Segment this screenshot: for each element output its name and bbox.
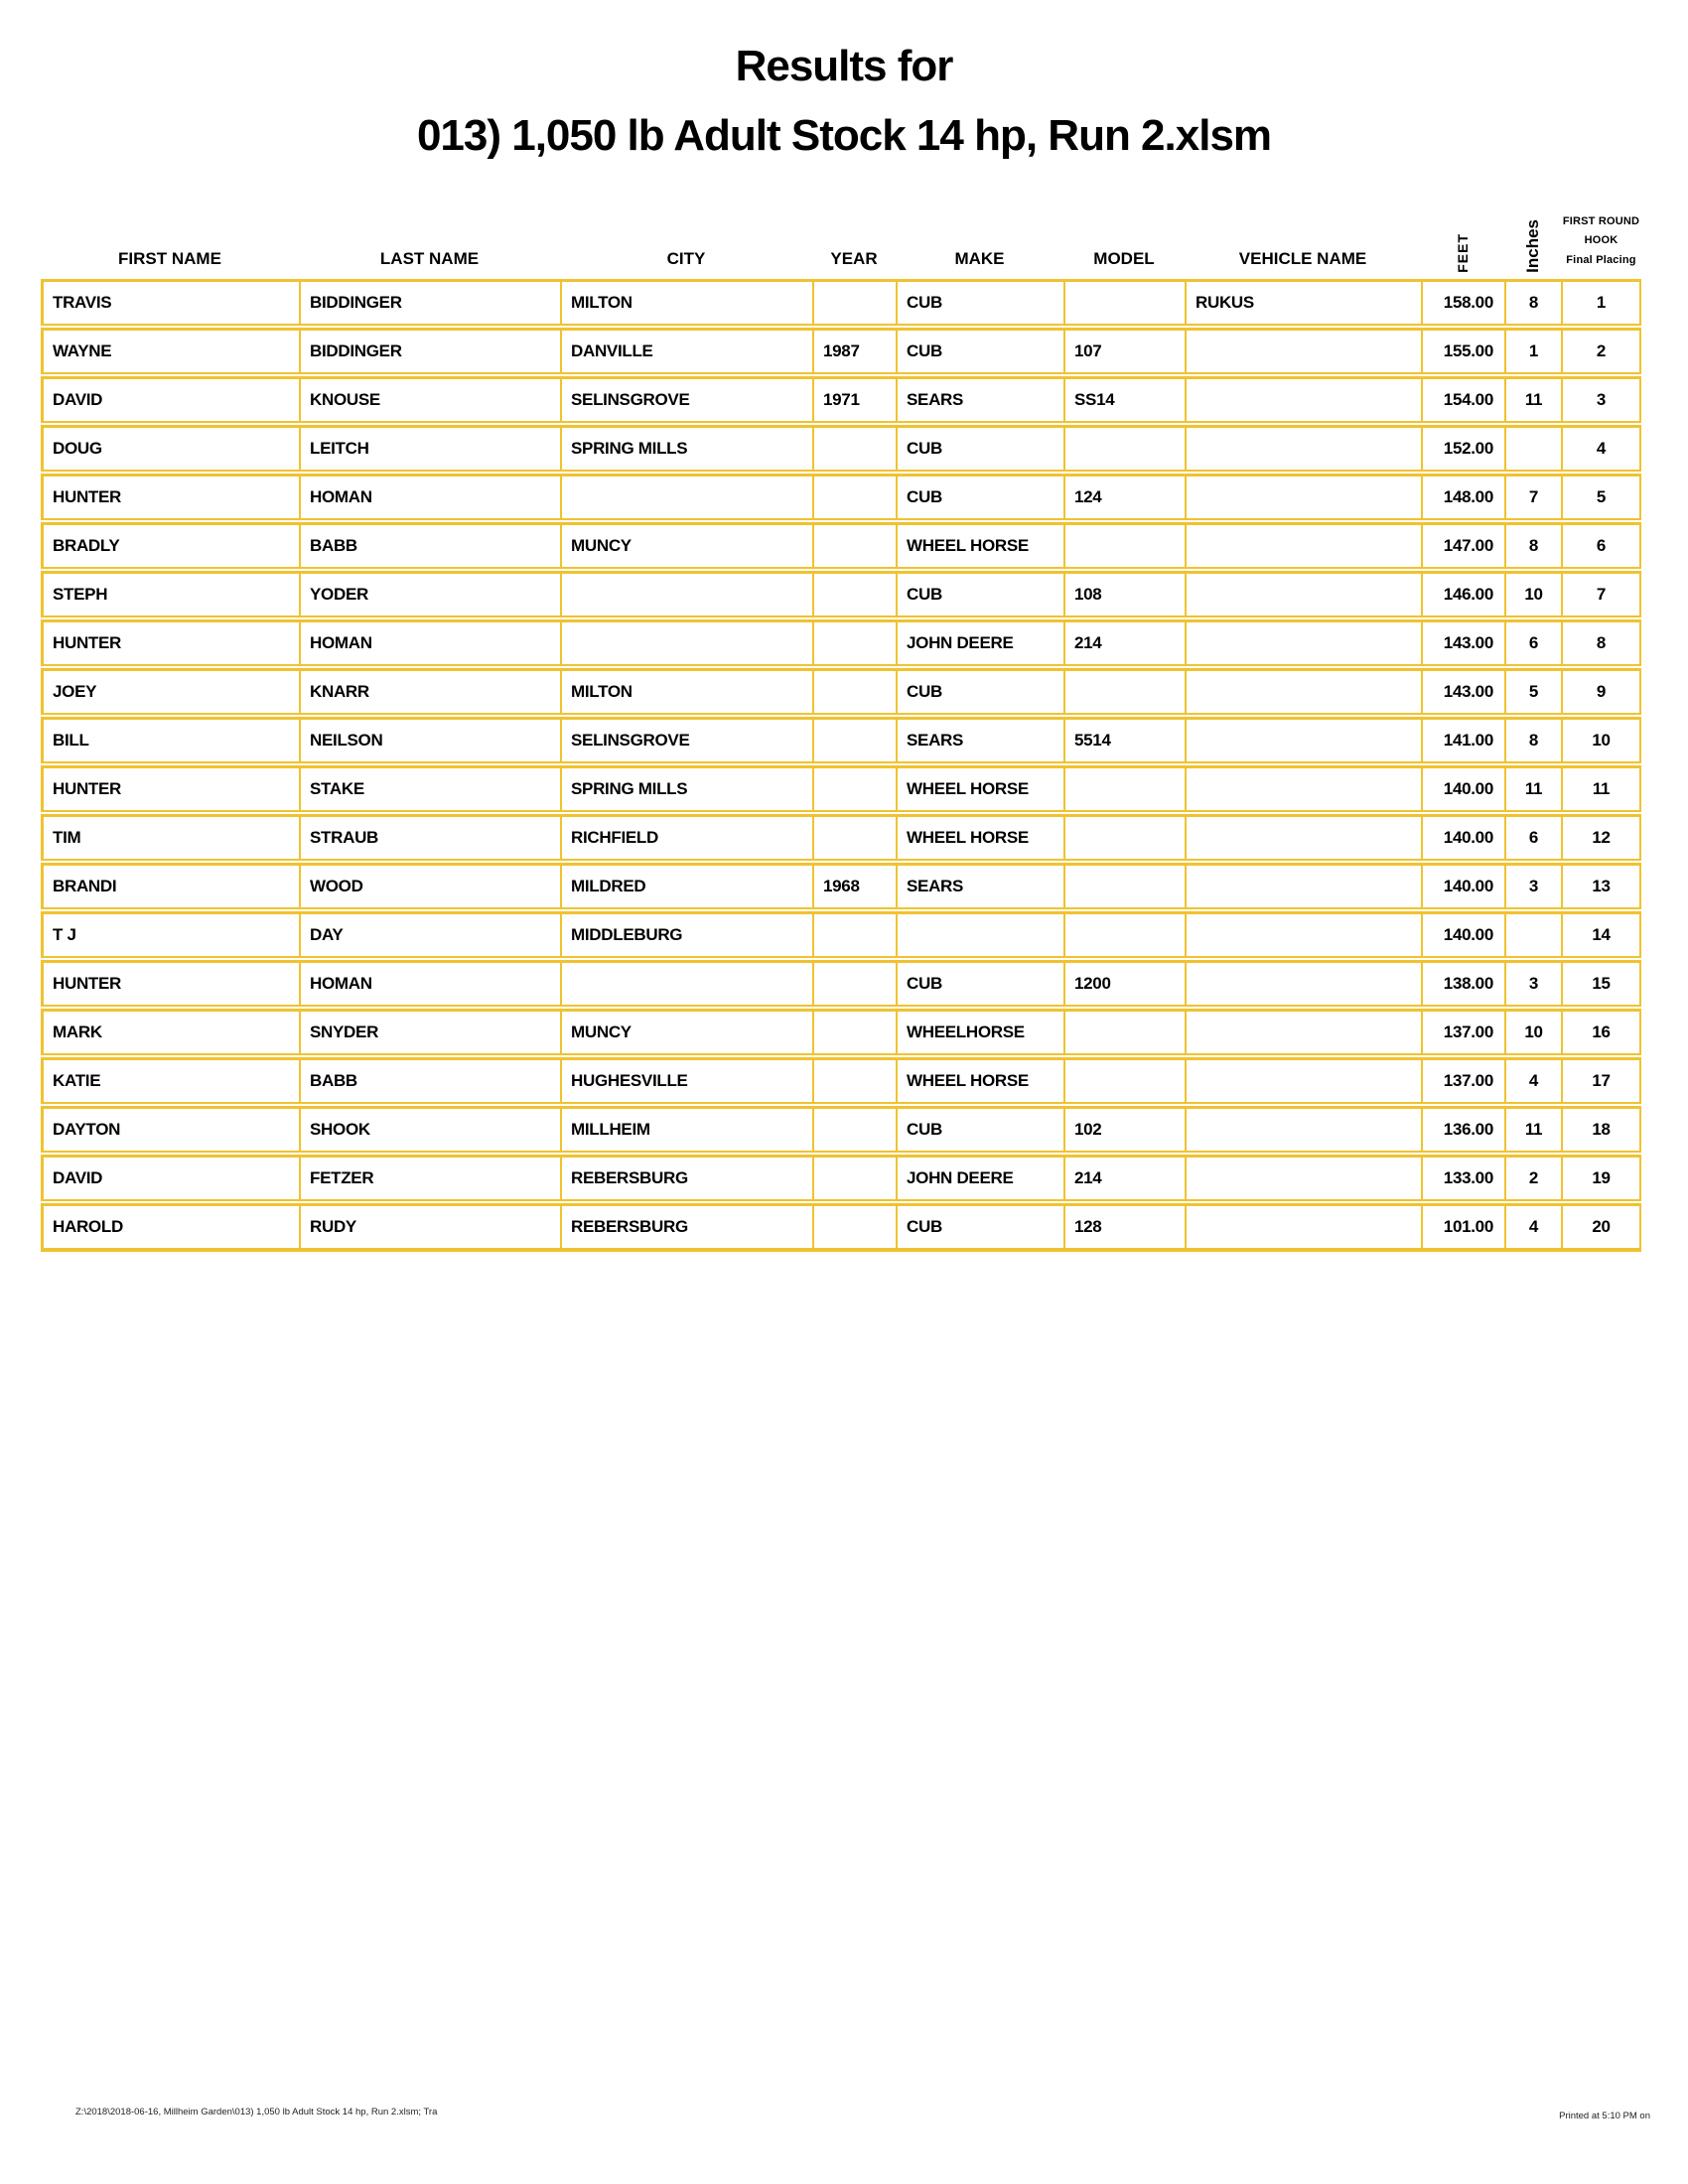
cell-final-placing: 20 [1561,1206,1641,1248]
cell-first-name: DOUG [41,428,299,470]
cell-vehicle-name [1185,525,1421,567]
cell-model [1063,428,1185,470]
table-row [41,328,1641,374]
cell-year [812,282,896,324]
table-header-row [41,195,1641,279]
cell-final-placing: 10 [1561,720,1641,761]
cell-city: MILTON [560,282,812,324]
cell-feet: 147.00 [1421,525,1504,567]
cell-make: SEARS [896,379,1063,421]
cell-model [1063,671,1185,713]
table-row [41,911,1641,958]
column-header-inches [1504,195,1561,279]
cell-first-name: HUNTER [41,963,299,1005]
cell-feet: 140.00 [1421,914,1504,956]
cell-vehicle-name [1185,331,1421,372]
table-row [41,474,1641,520]
cell-final-placing: 4 [1561,428,1641,470]
cell-model: 107 [1063,331,1185,372]
cell-first-name: T J [41,914,299,956]
cell-vehicle-name [1185,622,1421,664]
cell-last-name: KNOUSE [299,379,560,421]
cell-model [1063,1012,1185,1053]
cell-feet: 158.00 [1421,282,1504,324]
cell-final-placing: 18 [1561,1109,1641,1151]
cell-inches: 6 [1504,622,1561,664]
cell-feet: 143.00 [1421,622,1504,664]
cell-first-name: MARK [41,1012,299,1053]
cell-last-name: SHOOK [299,1109,560,1151]
cell-make: CUB [896,671,1063,713]
cell-final-placing: 12 [1561,817,1641,859]
cell-year [812,1012,896,1053]
column-header-last-name: LAST NAME [379,249,480,268]
cell-city: MILTON [560,671,812,713]
results-table [41,195,1641,1254]
cell-year [812,963,896,1005]
hook-header-line-2: HOOK [1584,234,1618,247]
cell-model: 5514 [1063,720,1185,761]
feet-rotated-label: FEET [1455,233,1471,273]
cell-vehicle-name [1185,379,1421,421]
cell-inches: 10 [1504,574,1561,615]
cell-city: RICHFIELD [560,817,812,859]
cell-year: 1987 [812,331,896,372]
cell-city: DANVILLE [560,331,812,372]
cell-year [812,1158,896,1199]
inches-rotated-label: Inches [1522,219,1542,273]
cell-inches [1504,428,1561,470]
table-row [41,1203,1641,1252]
cell-model: SS14 [1063,379,1185,421]
table-row [41,1155,1641,1201]
cell-feet: 154.00 [1421,379,1504,421]
hook-header-line-3: Final Placing [1566,254,1636,267]
cell-last-name: NEILSON [299,720,560,761]
cell-final-placing: 19 [1561,1158,1641,1199]
cell-first-name: DAVID [41,1158,299,1199]
cell-feet: 101.00 [1421,1206,1504,1248]
cell-city: REBERSBURG [560,1158,812,1199]
cell-feet: 143.00 [1421,671,1504,713]
table-row [41,1057,1641,1104]
cell-year [812,574,896,615]
cell-feet: 141.00 [1421,720,1504,761]
cell-year: 1968 [812,866,896,907]
hook-header-line-1: FIRST ROUND [1562,214,1640,227]
cell-feet: 137.00 [1421,1012,1504,1053]
cell-model [1063,1060,1185,1102]
cell-last-name: YODER [299,574,560,615]
cell-last-name: HOMAN [299,622,560,664]
cell-model [1063,866,1185,907]
cell-inches [1504,914,1561,956]
cell-inches: 10 [1504,1012,1561,1053]
cell-feet: 140.00 [1421,866,1504,907]
table-body [41,279,1641,1252]
cell-first-name: JOEY [41,671,299,713]
table-row [41,619,1641,666]
cell-final-placing: 6 [1561,525,1641,567]
cell-last-name: STRAUB [299,817,560,859]
cell-year [812,817,896,859]
page-title: Results for [735,42,953,90]
cell-make: CUB [896,477,1063,518]
cell-vehicle-name [1185,1206,1421,1248]
cell-year: 1971 [812,379,896,421]
cell-final-placing: 2 [1561,331,1641,372]
cell-year [812,768,896,810]
cell-feet: 140.00 [1421,817,1504,859]
cell-vehicle-name [1185,768,1421,810]
cell-feet: 140.00 [1421,768,1504,810]
cell-year [812,720,896,761]
cell-make: CUB [896,282,1063,324]
cell-year [812,1109,896,1151]
cell-model: 108 [1063,574,1185,615]
cell-year [812,1206,896,1248]
cell-city: REBERSBURG [560,1206,812,1248]
cell-make: WHEEL HORSE [896,817,1063,859]
cell-vehicle-name [1185,720,1421,761]
cell-model [1063,768,1185,810]
cell-final-placing: 17 [1561,1060,1641,1102]
footer-printed-at: Printed at 5:10 PM on [1559,2111,1650,2121]
table-row [41,1106,1641,1153]
cell-inches: 3 [1504,866,1561,907]
cell-city: SELINSGROVE [560,379,812,421]
cell-year [812,428,896,470]
cell-last-name: BIDDINGER [299,282,560,324]
cell-make: CUB [896,574,1063,615]
cell-model: 102 [1063,1109,1185,1151]
cell-year [812,914,896,956]
cell-vehicle-name [1185,963,1421,1005]
cell-vehicle-name [1185,1158,1421,1199]
cell-year [812,622,896,664]
cell-final-placing: 9 [1561,671,1641,713]
cell-city: MILDRED [560,866,812,907]
cell-final-placing: 15 [1561,963,1641,1005]
cell-inches: 7 [1504,477,1561,518]
cell-vehicle-name [1185,866,1421,907]
cell-city [560,963,812,1005]
cell-model: 1200 [1063,963,1185,1005]
cell-last-name: SNYDER [299,1012,560,1053]
column-header-city: CITY [666,249,706,268]
cell-inches: 11 [1504,1109,1561,1151]
cell-first-name: BILL [41,720,299,761]
cell-first-name: TIM [41,817,299,859]
cell-model: 214 [1063,1158,1185,1199]
cell-last-name: LEITCH [299,428,560,470]
cell-year [812,477,896,518]
cell-final-placing: 8 [1561,622,1641,664]
cell-first-name: WAYNE [41,331,299,372]
cell-city [560,622,812,664]
cell-inches: 8 [1504,525,1561,567]
cell-model: 214 [1063,622,1185,664]
cell-model [1063,817,1185,859]
cell-first-name: HUNTER [41,622,299,664]
column-header-first-round-hook [1561,195,1641,279]
column-header-first-name: FIRST NAME [118,249,221,268]
cell-make: CUB [896,428,1063,470]
cell-last-name: FETZER [299,1158,560,1199]
cell-last-name: BABB [299,1060,560,1102]
cell-final-placing: 1 [1561,282,1641,324]
cell-make: JOHN DEERE [896,1158,1063,1199]
cell-final-placing: 14 [1561,914,1641,956]
cell-make: CUB [896,331,1063,372]
cell-make [896,914,1063,956]
cell-feet: 155.00 [1421,331,1504,372]
cell-model [1063,525,1185,567]
cell-vehicle-name [1185,1109,1421,1151]
cell-feet: 133.00 [1421,1158,1504,1199]
table-row [41,1009,1641,1055]
cell-last-name: DAY [299,914,560,956]
cell-vehicle-name [1185,477,1421,518]
cell-city [560,477,812,518]
cell-last-name: HOMAN [299,477,560,518]
cell-first-name: HUNTER [41,768,299,810]
cell-city: SPRING MILLS [560,428,812,470]
cell-first-name: KATIE [41,1060,299,1102]
cell-year [812,525,896,567]
cell-make: CUB [896,1109,1063,1151]
cell-inches: 4 [1504,1206,1561,1248]
cell-city: SPRING MILLS [560,768,812,810]
cell-vehicle-name [1185,817,1421,859]
cell-first-name: BRANDI [41,866,299,907]
cell-final-placing: 3 [1561,379,1641,421]
cell-inches: 11 [1504,379,1561,421]
cell-model: 124 [1063,477,1185,518]
cell-feet: 148.00 [1421,477,1504,518]
cell-vehicle-name [1185,1012,1421,1053]
cell-city: MIDDLEBURG [560,914,812,956]
cell-make: SEARS [896,866,1063,907]
cell-final-placing: 11 [1561,768,1641,810]
cell-last-name: KNARR [299,671,560,713]
cell-vehicle-name [1185,428,1421,470]
cell-model [1063,914,1185,956]
cell-make: JOHN DEERE [896,622,1063,664]
table-row [41,814,1641,861]
cell-city: HUGHESVILLE [560,1060,812,1102]
page-subtitle-filename: 013) 1,050 lb Adult Stock 14 hp, Run 2.xlsm [416,111,1272,160]
cell-model: 128 [1063,1206,1185,1248]
table-row [41,279,1641,326]
cell-last-name: RUDY [299,1206,560,1248]
cell-inches: 2 [1504,1158,1561,1199]
cell-vehicle-name [1185,1060,1421,1102]
cell-first-name: HAROLD [41,1206,299,1248]
cell-last-name: STAKE [299,768,560,810]
table-row [41,765,1641,812]
cell-first-name: BRADLY [41,525,299,567]
cell-inches: 4 [1504,1060,1561,1102]
cell-last-name: HOMAN [299,963,560,1005]
cell-first-name: HUNTER [41,477,299,518]
cell-city [560,574,812,615]
cell-first-name: STEPH [41,574,299,615]
cell-year [812,671,896,713]
cell-city: MUNCY [560,1012,812,1053]
cell-make: WHEELHORSE [896,1012,1063,1053]
cell-inches: 8 [1504,282,1561,324]
footer-file-path: Z:\2018\2018-06-16, Millheim Garden\013) 1,050 lb Adult Stock 14 hp, Run 2.xlsm; Tra [75,2107,438,2117]
cell-first-name: DAYTON [41,1109,299,1151]
table-row [41,960,1641,1007]
column-header-make: MAKE [954,249,1005,268]
table-row [41,863,1641,909]
cell-feet: 137.00 [1421,1060,1504,1102]
cell-inches: 1 [1504,331,1561,372]
cell-feet: 138.00 [1421,963,1504,1005]
cell-feet: 152.00 [1421,428,1504,470]
cell-last-name: BIDDINGER [299,331,560,372]
table-row [41,717,1641,763]
cell-vehicle-name [1185,671,1421,713]
table-row [41,425,1641,472]
cell-city: SELINSGROVE [560,720,812,761]
column-header-model: MODEL [1093,249,1155,268]
table-row [41,522,1641,569]
cell-first-name: TRAVIS [41,282,299,324]
cell-make: CUB [896,963,1063,1005]
cell-final-placing: 5 [1561,477,1641,518]
table-row [41,376,1641,423]
column-header-year: YEAR [830,249,878,268]
cell-inches: 6 [1504,817,1561,859]
column-header-vehicle-name: VEHICLE NAME [1238,249,1367,268]
cell-year [812,1060,896,1102]
cell-feet: 146.00 [1421,574,1504,615]
column-header-feet [1421,195,1504,279]
cell-city: MUNCY [560,525,812,567]
cell-final-placing: 16 [1561,1012,1641,1053]
table-row [41,668,1641,715]
cell-make: CUB [896,1206,1063,1248]
cell-make: WHEEL HORSE [896,1060,1063,1102]
cell-final-placing: 13 [1561,866,1641,907]
cell-model [1063,282,1185,324]
cell-vehicle-name [1185,574,1421,615]
cell-make: WHEEL HORSE [896,768,1063,810]
cell-inches: 8 [1504,720,1561,761]
cell-final-placing: 7 [1561,574,1641,615]
cell-last-name: WOOD [299,866,560,907]
cell-vehicle-name: RUKUS [1185,282,1421,324]
cell-last-name: BABB [299,525,560,567]
cell-vehicle-name [1185,914,1421,956]
cell-inches: 5 [1504,671,1561,713]
cell-feet: 136.00 [1421,1109,1504,1151]
cell-first-name: DAVID [41,379,299,421]
cell-inches: 11 [1504,768,1561,810]
cell-inches: 3 [1504,963,1561,1005]
cell-make: WHEEL HORSE [896,525,1063,567]
table-row [41,571,1641,617]
cell-city: MILLHEIM [560,1109,812,1151]
cell-make: SEARS [896,720,1063,761]
